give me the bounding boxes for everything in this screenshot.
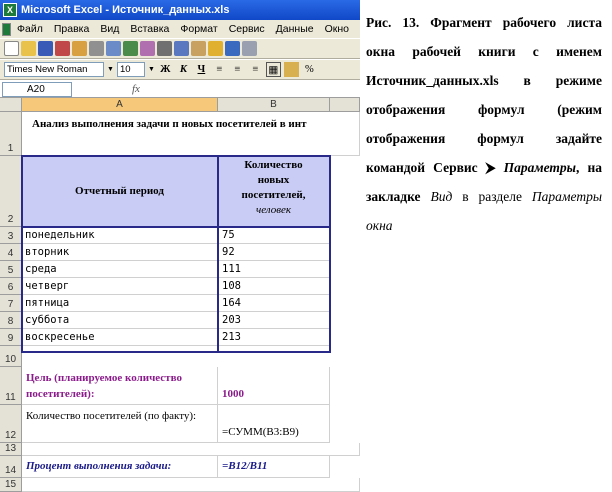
row-header-4[interactable]: 4: [0, 244, 22, 261]
menu-view[interactable]: Вид: [100, 23, 120, 35]
cell-b11[interactable]: 1000: [218, 367, 330, 405]
b2-line-3: посетителей,: [241, 189, 306, 201]
row-header-2[interactable]: 2: [0, 156, 22, 227]
name-box[interactable]: A20: [2, 82, 72, 97]
caption-part-2: в режиме отображения формул (режим отображения формул задайте командой: [366, 73, 602, 175]
cell-a2[interactable]: Отчетный период: [22, 156, 218, 227]
window-title: Microsoft Excel - Источник_данных.xls: [21, 4, 230, 16]
menu-data[interactable]: Данные: [275, 23, 314, 35]
table-row-day[interactable]: четверг: [22, 278, 218, 295]
column-header-a[interactable]: A: [22, 98, 218, 112]
align-right-icon[interactable]: ≡: [252, 64, 259, 75]
menu-edit[interactable]: Правка: [53, 23, 90, 35]
row-header-15[interactable]: 15: [0, 478, 22, 492]
research-icon[interactable]: [140, 41, 155, 56]
email-icon[interactable]: [72, 41, 87, 56]
row-header-1[interactable]: 1: [0, 112, 22, 156]
cell-a14[interactable]: Процент выполнения задачи:: [22, 456, 218, 478]
open-folder-icon[interactable]: [21, 41, 36, 56]
table-row-day[interactable]: вторник: [22, 244, 218, 261]
caption-arrow-icon: ⮞: [485, 160, 496, 175]
align-center-icon[interactable]: ≡: [234, 64, 241, 75]
column-header-c[interactable]: [330, 98, 360, 112]
cell-b12[interactable]: =СУММ(B3:B9): [218, 405, 330, 443]
row-header-6[interactable]: 6: [0, 278, 22, 295]
size-dropdown-arrow-icon[interactable]: ▼: [147, 66, 155, 73]
menu-bar: [0, 20, 360, 38]
print-icon[interactable]: [89, 41, 104, 56]
row-header-5[interactable]: 5: [0, 261, 22, 278]
row-header-9[interactable]: 9: [0, 329, 22, 346]
caption-part-3: , на закладке: [366, 160, 602, 204]
caption-part-5: окна: [366, 218, 393, 233]
b2-line-2: новых: [257, 174, 290, 186]
select-all-corner[interactable]: [0, 98, 22, 112]
formula-bar: [0, 81, 360, 98]
caption-command-tools: Сервис: [433, 160, 478, 175]
b2-unit: человек: [255, 204, 292, 216]
cell-row-13[interactable]: [22, 443, 360, 456]
font-dropdown-arrow-icon[interactable]: ▼: [107, 66, 114, 73]
table-row-day[interactable]: суббота: [22, 312, 218, 329]
table-row-value[interactable]: 111: [218, 261, 330, 278]
table-row-day[interactable]: воскресенье: [22, 329, 218, 346]
column-header-b[interactable]: B: [218, 98, 330, 112]
excel-icon: X: [3, 3, 17, 17]
caption-filename: Источник_данных.xls: [366, 73, 499, 88]
formatting-toolbar: [0, 60, 360, 80]
menu-window[interactable]: Окно: [324, 23, 349, 35]
spelling-icon[interactable]: [123, 41, 138, 56]
underline-button[interactable]: Ч: [197, 64, 206, 75]
format-painter-icon[interactable]: [208, 41, 223, 56]
caption-part-4: в разделе: [462, 189, 522, 204]
menu-tools[interactable]: Сервис: [228, 23, 265, 35]
permission-icon[interactable]: [55, 41, 70, 56]
font-name-select[interactable]: Times New Roman: [4, 62, 104, 77]
row-header-10[interactable]: 10: [0, 346, 22, 367]
table-row-value[interactable]: 203: [218, 312, 330, 329]
copy-icon[interactable]: [174, 41, 189, 56]
print-preview-icon[interactable]: [106, 41, 121, 56]
redo-icon[interactable]: [242, 41, 257, 56]
menu-insert[interactable]: Вставка: [130, 23, 170, 35]
cell-row-15[interactable]: [22, 478, 360, 492]
title-bar: [0, 0, 360, 20]
new-document-icon[interactable]: [4, 41, 19, 56]
menu-file[interactable]: Файл: [17, 23, 43, 35]
italic-button[interactable]: К: [179, 64, 187, 75]
cell-a12[interactable]: Количество посетителей (по факту):: [22, 405, 218, 443]
percent-button[interactable]: %: [305, 64, 314, 75]
align-left-icon[interactable]: ≡: [216, 64, 223, 75]
table-header-divider: [21, 226, 331, 228]
table-row-value[interactable]: 75: [218, 227, 330, 244]
merge-center-icon[interactable]: ▦: [266, 62, 281, 77]
paste-icon[interactable]: [191, 41, 206, 56]
row-header-14[interactable]: 14: [0, 456, 22, 478]
row-header-12[interactable]: 12: [0, 405, 22, 443]
font-size-select[interactable]: 10: [117, 62, 145, 77]
table-row-value[interactable]: 92: [218, 244, 330, 261]
table-row-value[interactable]: 213: [218, 329, 330, 346]
row-header-3[interactable]: 3: [0, 227, 22, 244]
save-icon[interactable]: [38, 41, 53, 56]
row-header-11[interactable]: 11: [0, 367, 22, 405]
table-border: [21, 155, 331, 353]
table-row-day[interactable]: понедельник: [22, 227, 218, 244]
undo-icon[interactable]: [225, 41, 240, 56]
caption-section: Параметры: [531, 189, 602, 204]
cell-a1[interactable]: Анализ выполнения задачи п новых посетителей в инт: [22, 112, 360, 156]
workbook-icon[interactable]: [2, 23, 11, 36]
caption-tab-view: Вид: [430, 189, 453, 204]
cell-a11[interactable]: Цель (планируемое количество посетителей):: [22, 367, 218, 405]
standard-toolbar: [0, 38, 360, 59]
row-header-7[interactable]: 7: [0, 295, 22, 312]
bold-button[interactable]: Ж: [160, 64, 171, 75]
menu-format[interactable]: Формат: [180, 23, 218, 35]
table-row-day[interactable]: среда: [22, 261, 218, 278]
table-row-value[interactable]: 108: [218, 278, 330, 295]
cut-icon[interactable]: [157, 41, 172, 56]
currency-icon[interactable]: [284, 62, 299, 77]
table-row-day[interactable]: пятница: [22, 295, 218, 312]
b2-line-1: Количество: [244, 159, 303, 171]
cell-b14[interactable]: =B12/B11: [218, 456, 330, 478]
fx-icon[interactable]: fx: [132, 83, 140, 95]
row-header-8[interactable]: 8: [0, 312, 22, 329]
table-row-value[interactable]: 164: [218, 295, 330, 312]
caption-command-options: Параметры: [503, 160, 577, 175]
figure-caption: [366, 8, 602, 240]
caption-part-1: Рис. 13. Фрагмент рабочего листа окна рабочей книги с именем: [366, 15, 602, 59]
row-header-13[interactable]: 13: [0, 443, 22, 456]
table-column-divider: [217, 155, 219, 353]
